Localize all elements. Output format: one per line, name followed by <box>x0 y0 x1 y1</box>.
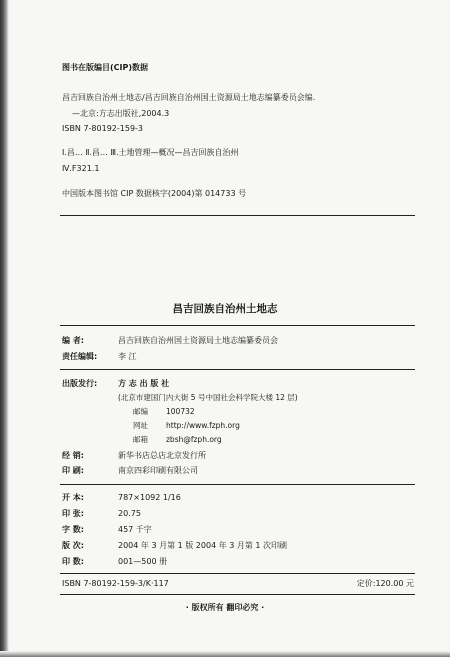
cip-line-publisher: —北京:方志出版社,2004.3 <box>72 109 170 118</box>
cip-heading: 图书在版编目(CIP)数据 <box>62 63 149 72</box>
word-count-value: 457 千字 <box>118 525 152 534</box>
print-run-label: 印 数: <box>62 557 84 566</box>
edition-value: 2004 年 3 月第 1 版 2004 年 3 月第 1 次印刷 <box>118 541 288 550</box>
responsible-editor-value: 李 江 <box>118 352 137 361</box>
publisher-label: 出版发行: <box>62 379 98 388</box>
rights-notice: · 版权所有 翻印必究 · <box>185 603 265 612</box>
cip-subjects: Ⅰ.昌… Ⅱ.昌… Ⅲ.土地管理—概况—昌吉回族自治州 <box>62 148 239 157</box>
divider-bottom <box>60 594 415 595</box>
editors-value: 昌吉回族自治州国土资源局土地志编纂委员会 <box>118 336 278 345</box>
email-label: 邮箱 <box>133 435 148 444</box>
format-value: 787×1092 1/16 <box>118 493 181 502</box>
postcode-label: 邮编 <box>133 407 148 416</box>
email-value: zbsh@fzph.org <box>166 435 222 444</box>
divider-title <box>60 325 415 326</box>
responsible-editor-label: 责任编辑: <box>62 352 98 361</box>
price: 定价:120.00 元 <box>356 579 414 588</box>
divider-editors <box>60 369 415 370</box>
book-title: 昌吉回族自治州土地志 <box>172 303 278 315</box>
website-label: 网址 <box>133 421 148 430</box>
page-edge-shadow-bottom <box>0 651 450 657</box>
print-run-value: 001—500 册 <box>118 557 168 566</box>
sheets-value: 20.75 <box>118 509 141 518</box>
divider-top <box>60 215 415 216</box>
cip-classification: Ⅳ.F321.1 <box>62 164 100 173</box>
word-count-label: 字 数: <box>62 525 84 534</box>
printer-value: 南京四彩印刷有限公司 <box>118 466 198 475</box>
cip-line-isbn: ISBN 7-80192-159-3 <box>62 124 144 133</box>
distributor-label: 经 销: <box>62 451 84 460</box>
sheets-label: 印 张: <box>62 509 84 518</box>
printer-label: 印 刷: <box>62 466 84 475</box>
page-edge-shadow-left <box>0 0 9 657</box>
isbn-full: ISBN 7-80192-159-3/K·117 <box>62 579 169 588</box>
format-label: 开 本: <box>62 493 84 502</box>
edition-label: 版 次: <box>62 541 84 550</box>
cip-data-number: 中国版本图书馆 CIP 数据核字(2004)第 014733 号 <box>62 189 247 198</box>
publisher-name: 方 志 出 版 社 <box>118 379 170 388</box>
postcode-value: 100732 <box>166 407 195 416</box>
website-value: http://www.fzph.org <box>166 421 240 430</box>
editors-label: 编 者: <box>62 336 84 345</box>
cip-line-title: 昌吉回族自治州土地志/昌吉回族自治州国土资源局土地志编纂委员会编. <box>62 93 316 102</box>
distributor-value: 新华书店总店北京发行所 <box>118 451 206 460</box>
divider-specs <box>60 573 415 574</box>
divider-publisher <box>60 484 415 485</box>
publisher-address: (北京市建国门内大街 5 号中国社会科学院大楼 12 层) <box>118 393 298 402</box>
